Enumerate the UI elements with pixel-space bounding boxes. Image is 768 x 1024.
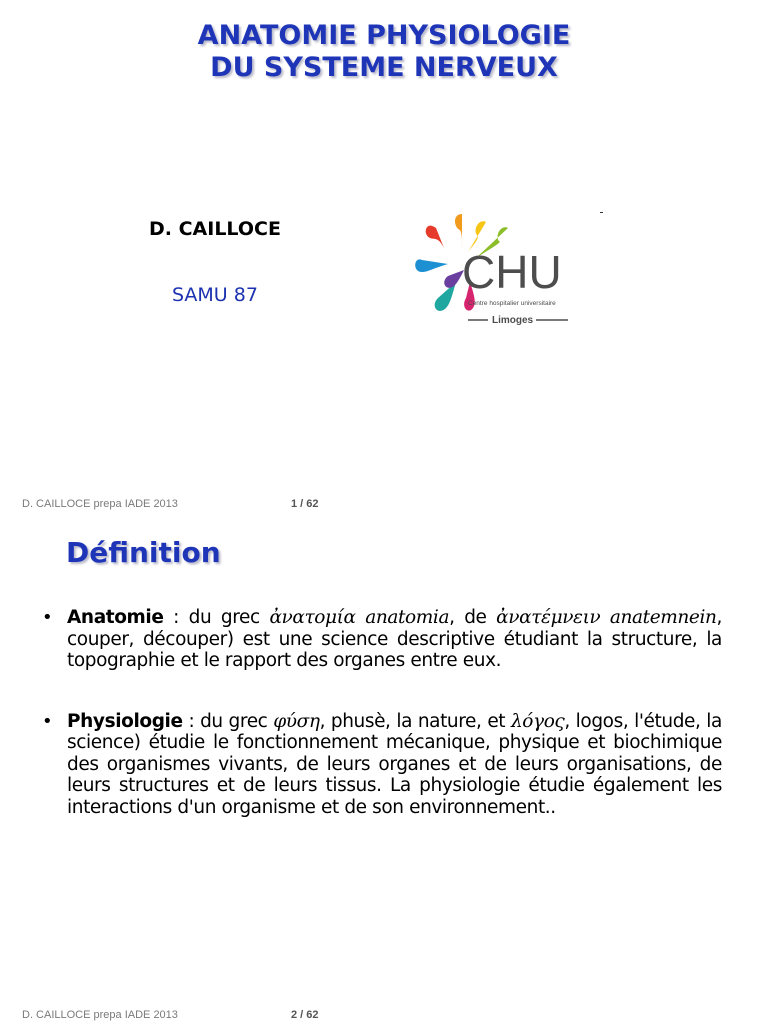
term-physiology: Physiologie [67, 710, 183, 732]
footer-author-2: D. CAILLOCE prepa IADE 2013 [22, 1009, 178, 1021]
physiology-text-3: , logos, l'étude, la science) étudie le fonctionnement mécanique, physique et biochimique des organismes vivants, de leurs organes et de leurs organisations, de leurs structures et de leurs tissus. La physiologie étudie également les interactions d'un organisme et de son environnement.. [67, 710, 722, 818]
term-anatomy: Anatomie [67, 607, 164, 628]
slide-heading: Définition [66, 536, 221, 569]
logo-city: Limoges [492, 315, 534, 326]
logo-subtitle: Centre hospitalier universitaire [468, 300, 556, 307]
definition-list [40, 607, 722, 818]
physiology-text-2: , phusè, la nature, et [319, 710, 511, 732]
author-name: D. CAILLOCE [149, 218, 281, 240]
list-item-physiology [40, 711, 722, 819]
page-number-1: 1 / 62 [291, 498, 319, 510]
bullet-dot: • [42, 710, 53, 732]
bullet-dot: • [42, 607, 53, 628]
anatomy-greek-1: ἀνατομία anatomia [269, 607, 450, 628]
slide-title [0, 20, 768, 84]
logo-wordmark: CHU [462, 246, 562, 298]
anatomy-text-2: , de [449, 607, 497, 628]
anatomy-text-3: , couper, découper) est une science descriptive étudiant la structure, la topographie et le rapport des organes entre eux. [67, 607, 722, 671]
list-item-anatomy [40, 607, 722, 672]
page-number-2: 2 / 62 [291, 1009, 319, 1021]
chu-limoges-logo [410, 208, 600, 330]
decorative-mark [600, 212, 603, 213]
title-line-2: DU SYSTEME NERVEUX [210, 52, 558, 83]
footer-author-1: D. CAILLOCE prepa IADE 2013 [22, 498, 178, 510]
physiology-greek-2: λόγος [510, 710, 565, 732]
anatomy-text-1: : du grec [163, 607, 270, 628]
anatomy-greek-2: ἀνατέμνειν anatemnein [496, 607, 717, 628]
title-line-1: ANATOMIE PHYSIOLOGIE [197, 20, 571, 51]
organization-name: SAMU 87 [172, 284, 258, 306]
physiology-greek-1: φύση [273, 710, 320, 732]
physiology-text-1: : du grec [182, 710, 274, 732]
